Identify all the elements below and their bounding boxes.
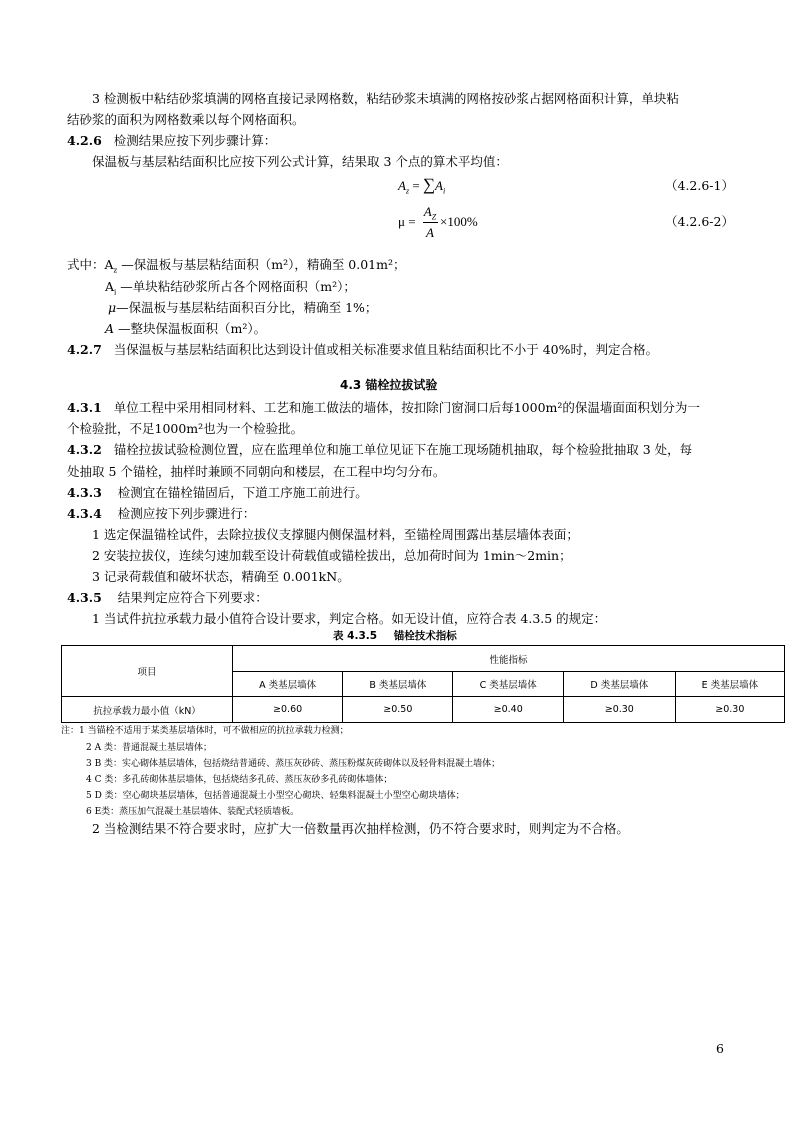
formula-symbol: A [435,178,443,193]
definition: —保温板与基层粘结面积（m²），精确至 0.01m²； [121,257,406,272]
clause-4-3-2-line2: 处抽取 5 个锚栓，抽样时兼顾不同朝向和楼层，在工程中均匀分布。 [67,464,446,479]
where-item-a [105,321,266,337]
fraction-numerator [422,204,438,222]
table-caption-title: 锚栓技术指标 [393,630,457,642]
anchor-spec-table [61,645,785,723]
section-title: 4.3 锚栓拉拔试验 [340,378,438,392]
table-caption [333,628,457,643]
sum-symbol: ∑ [422,175,436,194]
value-c: ≥0.40 [453,697,563,723]
definition: —保温板与基层粘结面积百分比，精确至 1%； [116,300,378,315]
table-row [62,697,785,723]
formula-4-2-6-1 [398,175,445,196]
clause-text: 结果判定应符合下列要求： [117,590,268,605]
clause-text: 检测应按下列步骤进行： [117,506,256,521]
clause-number: 4.3.1 [67,400,102,415]
clause-text: 单位工程中采用相同材料、工艺和施工做法的墙体，按扣除门窗洞口后每1000m²的保温墙面面积划分为一 [113,400,700,415]
para-3-line1: 3 检测板中粘结砂浆填满的网格直接记录网格数，粘结砂浆未填满的网格按砂浆占据网格面积计算，单块粘 [92,91,679,106]
formula-symbol: A [423,204,432,219]
where-item-mu [108,300,377,316]
result-item-2: 2 当检测结果不符合要求时，应扩大一倍数量再次抽样检测，仍不符合要求时，则判定为不合格。 [92,821,629,836]
step-2: 2 安装拉拔仪，连续匀速加载至设计荷载值或锚栓拔出，总加荷时间为 1min～2min； [92,548,572,563]
definition: —单块粘结砂浆所占各个网格面积（m²）； [120,279,356,294]
clause-number: 4.2.7 [67,342,102,357]
subscript: i [114,288,117,297]
formula-operator: = [409,178,423,193]
header-item: 项目 [62,646,233,697]
fraction-bar [423,222,438,223]
where-item-ai [105,279,356,301]
value-b: ≥0.50 [343,697,453,723]
clause-number: 4.2.6 [67,133,102,148]
equation-number-1: （4.2.6-1） [665,178,734,193]
value-d: ≥0.30 [563,697,675,723]
symbol: A [105,279,115,294]
note-5: 5 D 类：空心砌块基层墙体，包括普通混凝土小型空心砌块、轻集料混凝土小型空心砌块墙体； [86,791,465,801]
clause-text: 检测宜在锚栓锚固后，下道工序施工前进行。 [117,485,368,500]
clause-4-3-1-line1 [67,400,700,416]
clause-4-3-4 [67,506,255,522]
result-item-1: 1 当试件抗拉承载力最小值符合设计要求，判定合格。如无设计值，应符合表 4.3.5 的规定： [92,611,607,626]
formula-intro: 保温板与基层粘结面积比应按下列公式计算，结果取 3 个点的算术平均值： [92,154,508,169]
subheader-e: E 类基层墙体 [675,672,784,697]
note-6: 6 E类：蒸压加气混凝土基层墙体、装配式轻质墙板。 [86,807,300,817]
clause-text: 检测结果应按下列步骤计算： [113,133,277,148]
formula-subscript: i [443,186,446,196]
page-number: 6 [716,1041,724,1056]
note-4: 4 C 类：多孔砖砌体基层墙体，包括烧结多孔砖、蒸压灰砂多孔砖砌体墙体； [86,775,393,785]
para-3-line2: 结砂浆的面积为网格数乘以每个网格面积。 [67,112,305,127]
note-1: 注：1 当锚栓不适用于某类基层墙体时，可不做相应的抗拉承载力检测； [61,726,349,736]
definition: —整块保温板面积（m²）。 [118,321,267,336]
header-performance: 性能指标 [233,646,785,672]
fraction-denominator: A [426,225,434,240]
step-1: 1 选定保温锚栓试件，去除拉拔仪支撑腿内侧保温材料，至锚栓周围露出基层墙体表面； [92,527,579,542]
clause-4-2-6 [67,133,276,149]
clause-4-3-5 [67,590,268,606]
subheader-a: A 类基层墙体 [233,672,343,697]
where-item-az [67,257,406,279]
row-label: 抗拉承载力最小值（kN） [62,697,233,723]
note-3: 3 B 类：实心砌体基层墙体，包括烧结普通砖、蒸压灰砂砖、蒸压粉煤灰砖砌体以及轻骨料混凝土墙体； [86,759,501,769]
clause-number: 4.3.3 [67,485,102,500]
step-3: 3 记录荷载值和破坏状态，精确至 0.001kN。 [92,569,350,584]
subheader-b: B 类基层墙体 [343,672,453,697]
clause-4-3-3 [67,485,368,501]
clause-number: 4.3.4 [67,506,102,521]
clause-text: 锚栓拉拔试验检测位置，应在监理单位和施工单位见证下在施工现场随机抽取，每个检验批抽取 3 处，每 [113,442,693,457]
formula-tail: ×100% [440,214,478,229]
equation-number-2: （4.2.6-2） [665,214,734,229]
symbol: μ [108,300,117,315]
subheader-d: D 类基层墙体 [563,672,675,697]
subheader-c: C 类基层墙体 [453,672,563,697]
clause-number: 4.3.5 [67,590,102,605]
symbol: 式中：A [67,257,114,272]
symbol: A [105,321,115,336]
formula-subscript: Z [431,212,437,222]
clause-4-2-7 [67,342,658,358]
note-2: 2 A 类：普通混凝土基层墙体； [86,743,212,753]
clause-number: 4.3.2 [67,442,102,457]
table-caption-label: 表 4.3.5 [333,630,378,642]
formula-4-2-6-2-lhs: μ = [398,214,416,229]
formula-symbol: A [398,178,406,193]
clause-text: 当保温板与基层粘结面积比达到设计值或相关标准要求值且粘结面积比不小于 40%时，判定合格。 [113,342,658,357]
value-a: ≥0.60 [233,697,343,723]
clause-4-3-1-line2: 个检验批，不足1000m²也为一个检验批。 [67,421,304,436]
formula-subscript: z [405,186,410,196]
clause-4-3-2-line1 [67,442,692,458]
value-e: ≥0.30 [675,697,784,723]
subscript: z [113,266,118,275]
